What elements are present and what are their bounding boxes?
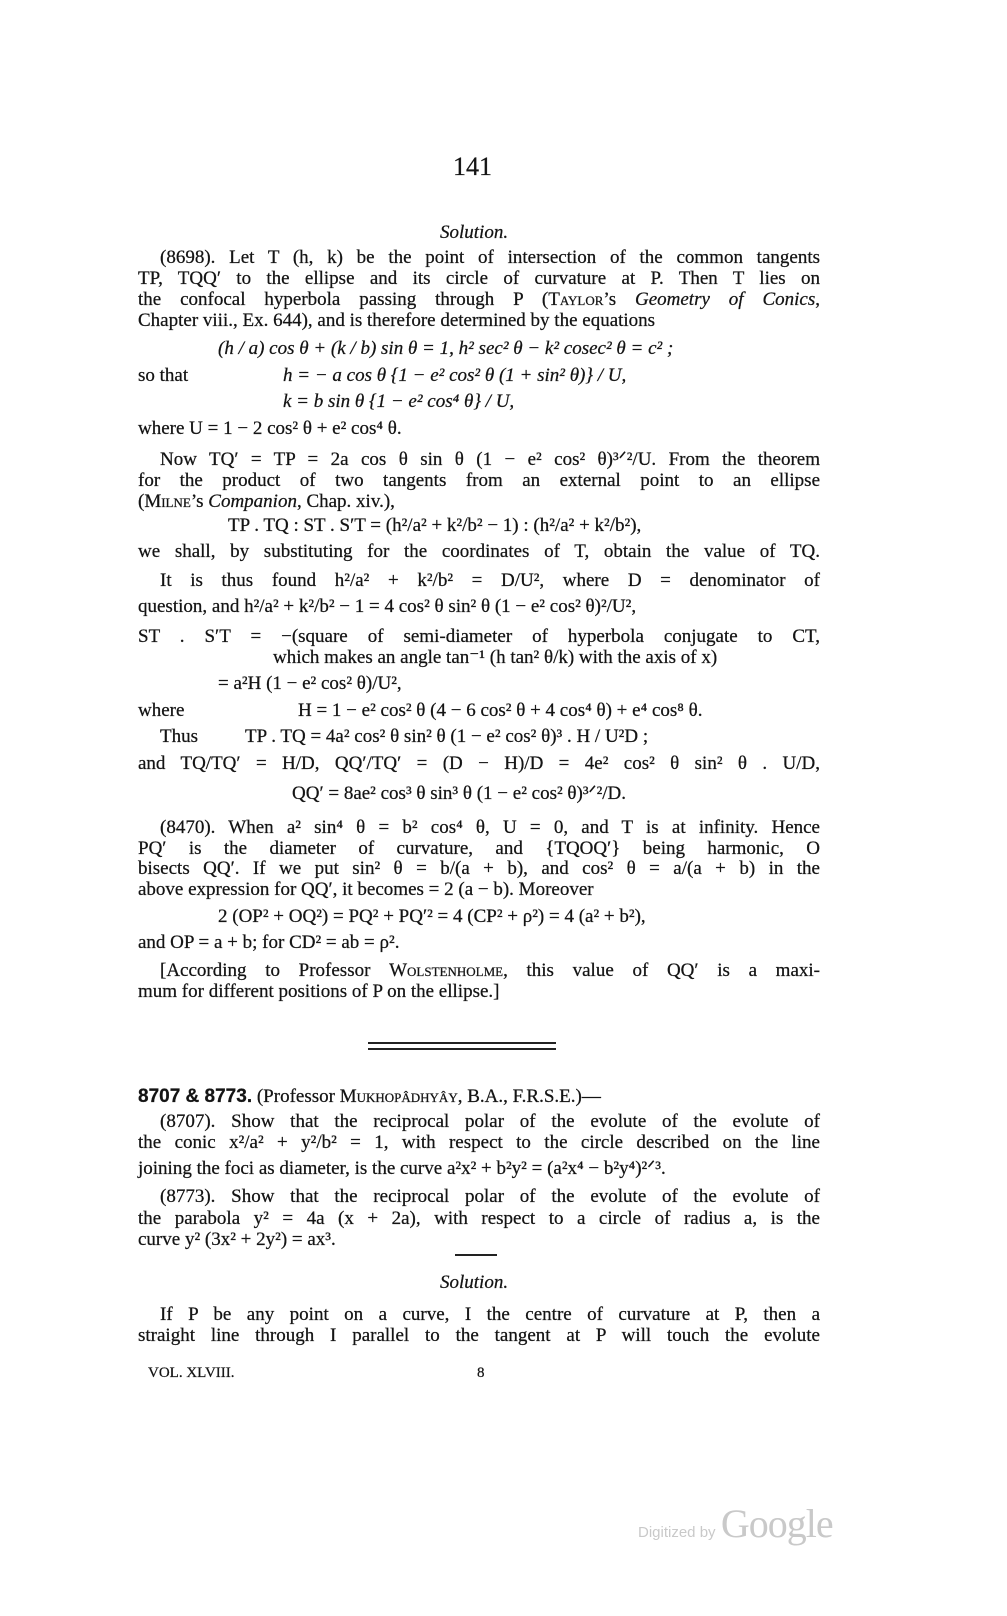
page-number: 141 <box>453 152 492 181</box>
text-line: If P be any point on a curve, I the centre of curvature at P, then a <box>160 1304 820 1325</box>
text-line: the parabola y² = 4a (x + 2a), with respect to a circle of radius a, is the <box>138 1208 820 1229</box>
solution-heading: Solution. <box>440 222 509 243</box>
equation: H = 1 − e² cos² θ (4 − 6 cos² θ + 4 cos⁴ θ) + e⁴ cos⁸ θ. <box>298 700 703 721</box>
text-line: (8773). Show that the reciprocal polar of the evolute of the evolute of <box>160 1186 820 1207</box>
text-line: the conic x²/a² + y²/b² = 1, with respect to the circle described on the line <box>138 1132 820 1153</box>
text-segment: , this value of QQ′ is a maxi- <box>503 960 820 981</box>
text-line: Now TQ′ = TP = 2a cos θ sin θ (1 − e² cos² θ)³ᐟ²/U. From the theorem <box>160 449 820 470</box>
text-segment: (Professor <box>252 1086 340 1107</box>
text-line: straight line through I parallel to the tangent at P will touch the evolute <box>138 1325 820 1346</box>
author-name: Mukhopâdhyây <box>339 1086 458 1107</box>
text-segment: , B.A., F.R.S.E.)— <box>457 1086 601 1107</box>
equation: and OP = a + b; for CD² = ab = ρ². <box>138 932 400 953</box>
text-segment: [According to Professor <box>160 960 390 981</box>
equation: where U = 1 − 2 cos² θ + e² cos⁴ θ. <box>138 418 402 439</box>
equation: TP . TQ = 4a² cos² θ sin² θ (1 − e² cos² θ)³ . H / U²D ; <box>245 726 649 747</box>
equation: QQ′ = 8ae² cos³ θ sin³ θ (1 − e² cos² θ)³ᐟ²/D. <box>292 783 627 804</box>
text-line: ST . S′T = −(square of semi-diameter of hyperbola conjugate to CT, <box>138 626 820 647</box>
label: so that <box>138 365 189 386</box>
text-line: (8707). Show that the reciprocal polar of the evolute of the evolute of <box>160 1111 820 1132</box>
text-segment: the confocal hyperbola passing through P ( <box>138 289 549 310</box>
solution-heading: Solution. <box>440 1272 509 1293</box>
text-line: we shall, by substituting for the coordinates of T, obtain the value of TQ. <box>138 541 820 562</box>
text-line <box>138 289 820 311</box>
text-line: (8698). Let T (h, k) be the point of intersection of the common tangents <box>160 247 820 268</box>
author-name: Milne <box>144 491 191 512</box>
equation: and TQ/TQ′ = H/D, QQ′/TQ′ = (D − H)/D = 4e² cos² θ sin² θ . U/D, <box>138 753 820 774</box>
equation: 2 (OP² + OQ²) = PQ² + PQ′² = 4 (CP² + ρ²) = 4 (a² + b²), <box>218 906 646 927</box>
equation: (h / a) cos θ + (k / b) sin θ = 1, h² sec² θ − k² cosec² θ = c² ; <box>218 338 674 359</box>
text-line: PQ′ is the diameter of curvature, and {TQOQ′} being harmonic, O <box>138 838 820 859</box>
section-divider <box>368 1042 556 1044</box>
label: Thus <box>160 726 198 747</box>
text-line: question, and h²/a² + k²/b² − 1 = 4 cos² θ sin² θ (1 − e² cos² θ)²/U², <box>138 596 637 617</box>
volume-footer: VOL. XLVIII. <box>148 1365 235 1381</box>
equation: k = b sin θ {1 − e² cos⁴ θ} / U, <box>283 391 515 412</box>
text-line: It is thus found h²/a² + k²/b² = D/U², where D = denominator of <box>160 570 820 591</box>
text-segment: , <box>815 289 820 310</box>
text-segment: , Chap. xiv.), <box>296 491 395 512</box>
digitized-watermark <box>638 1500 833 1547</box>
text-line: (8470). When a² sin⁴ θ = b² cos⁴ θ, U = 0, and T is at infinity. Hence <box>160 817 820 838</box>
text-line: curve y² (3x² + 2y²) = ax³. <box>138 1229 336 1250</box>
equation: TP . TQ : ST . S′T = (h²/a² + k²/b² − 1) : (h²/a² + k²/b²), <box>228 515 642 536</box>
question-number: 8707 & 8773. <box>138 1086 253 1107</box>
book-title: Geometry of Conics <box>634 289 816 310</box>
google-logo: Google <box>720 1501 833 1546</box>
text-line: Chapter viii., Ex. 644), and is therefore determined by the equations <box>138 310 656 331</box>
text-line <box>160 960 820 982</box>
label: where <box>138 700 185 721</box>
question-header <box>138 1086 601 1108</box>
text-line: which makes an angle tan⁻¹ (h tan² θ/k) with the axis of x) <box>273 647 718 668</box>
equation: = a²H (1 − e² cos² θ)/U², <box>218 673 402 694</box>
text-line: TP, TQQ′ to the ellipse and its circle of curvature at P. Then T lies on <box>138 268 820 289</box>
text-line: above expression for QQ′, it becomes = 2 (a − b). Moreover <box>138 879 594 900</box>
text-segment: ’s <box>190 491 209 512</box>
author-name: Wolstenholme <box>389 960 504 981</box>
text-line: joining the foci as diameter, is the curve a²x² + b²y² = (a²x⁴ − b²y⁴)²ᐟ³. <box>138 1158 666 1179</box>
watermark-prefix: Digitized by <box>638 1524 716 1541</box>
text-line <box>138 491 395 513</box>
text-line: for the product of two tangents from an external point to an ellipse <box>138 470 820 491</box>
signature-mark: 8 <box>477 1365 485 1381</box>
text-segment: ’s <box>603 289 635 310</box>
book-title: Companion <box>208 491 297 512</box>
short-divider <box>455 1254 497 1256</box>
author-name: Taylor <box>548 289 604 310</box>
text-line: mum for different positions of P on the ellipse.] <box>138 981 500 1002</box>
section-divider <box>368 1048 556 1050</box>
equation: h = − a cos θ {1 − e² cos² θ (1 + sin² θ)} / U, <box>283 365 627 386</box>
text-segment: ( <box>138 491 145 512</box>
text-line: bisects QQ′. If we put sin² θ = b/(a + b), and cos² θ = a/(a + b) in the <box>138 858 820 879</box>
